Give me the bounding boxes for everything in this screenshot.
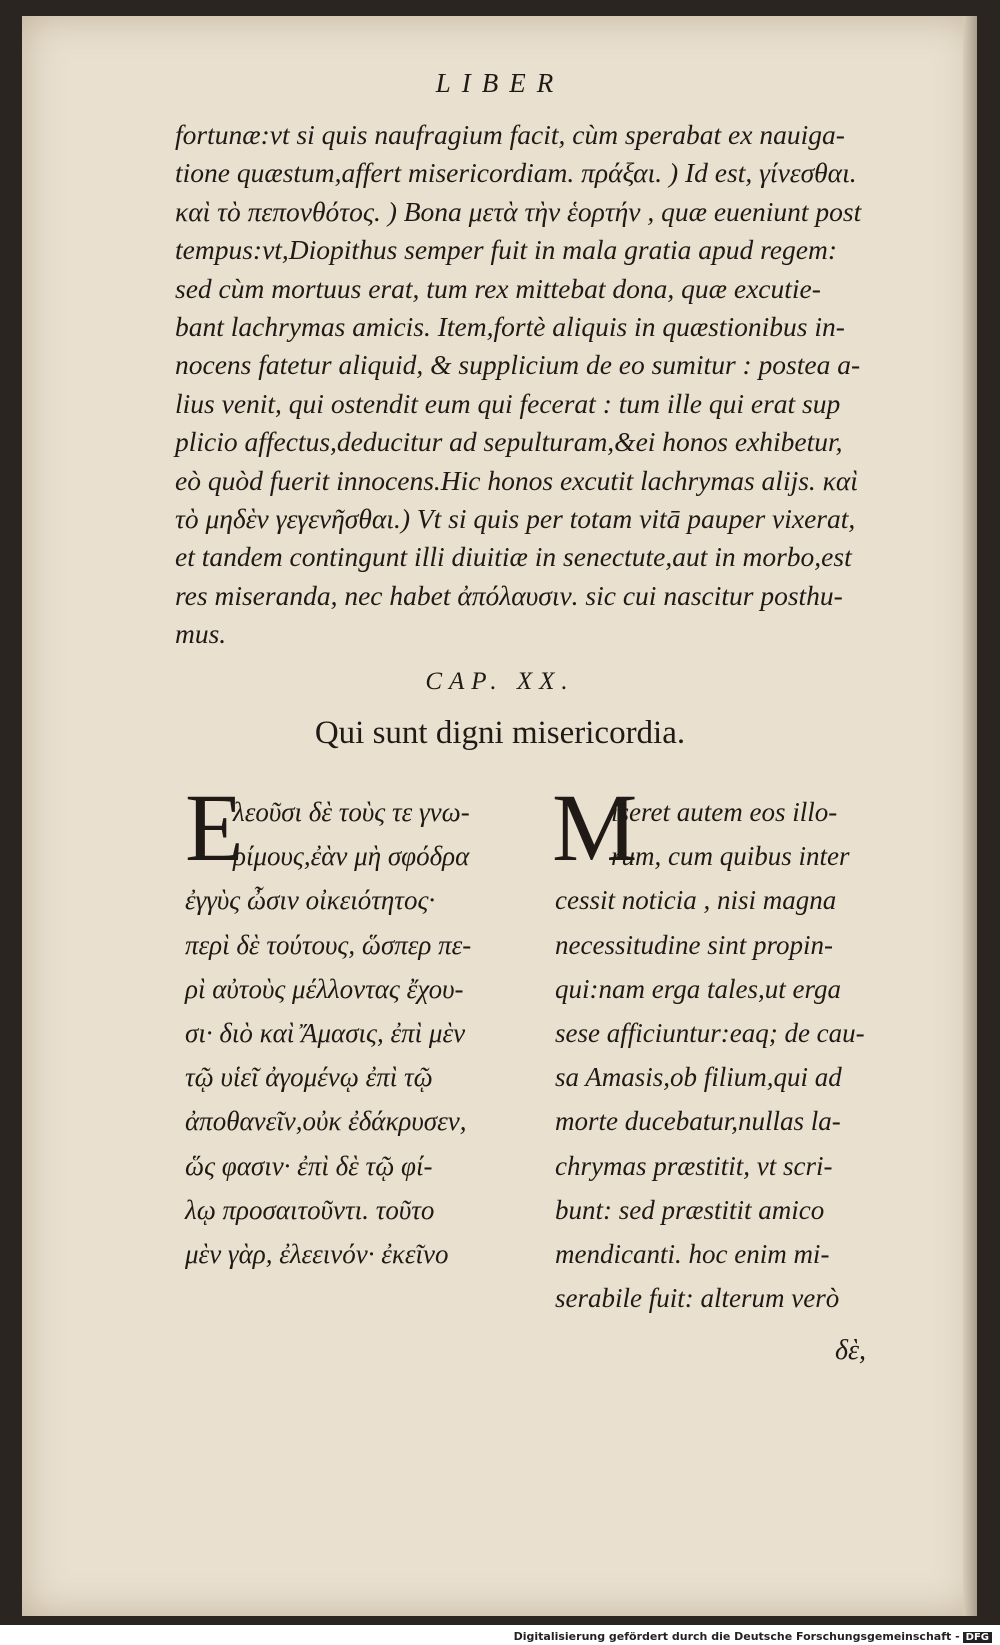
body-line: sed cùm mortuus erat, tum rex mittebat dona, quæ excutie- <box>175 272 821 304</box>
greek-column <box>185 790 550 1276</box>
body-line: lius venit, qui ostendit eum qui fecerat : tum ille qui erat sup <box>175 387 841 419</box>
latin-column <box>555 790 950 1320</box>
latin-dropcap: M <box>552 774 638 881</box>
latin-line: iseret autem eos illo- <box>611 797 838 827</box>
greek-line: σι· διὸ καὶ Ἄμασις, ἐπὶ μὲν <box>185 1018 466 1049</box>
latin-line: rum, cum quibus inter <box>611 841 850 872</box>
body-line: tempus:vt,Diopithus semper fuit in mala gratia apud regem: <box>175 234 837 266</box>
greek-line: λῳ προσαιτοῦντι. τοῦτο <box>185 1194 435 1225</box>
body-line: nocens fatetur aliquid, & supplicium de eo sumitur : postea a- <box>175 349 861 381</box>
body-line: mus. <box>175 618 227 650</box>
greek-line: ἐγγὺς ὦσιν οἰκειότητος· <box>185 885 436 916</box>
latin-line: chrymas præstitit, vt scri- <box>555 1150 833 1181</box>
latin-line: necessitudine sint propin- <box>555 929 833 960</box>
latin-line: qui:nam erga tales,ut erga <box>555 973 841 1004</box>
digitization-footer <box>514 1630 992 1643</box>
body-line: tione quæstum,affert misericordiam. πράξαι. ) Id est, γίνεσθαι. <box>175 157 857 189</box>
latin-line: morte ducebatur,nullas la- <box>555 1106 841 1137</box>
greek-line: ἀποθανεῖν,οὐκ ἐδάκρυσεν, <box>185 1106 467 1137</box>
latin-line: mendicanti. hoc enim mi- <box>555 1239 830 1270</box>
greek-line: λεοῦσι δὲ τοὺς τε γνω- <box>233 797 470 827</box>
body-text <box>175 116 940 654</box>
catchword: δὲ, <box>835 1335 867 1366</box>
greek-line: ὥς φασιν· ἐπὶ δὲ τῷ φί- <box>185 1150 433 1181</box>
page-edge <box>963 16 977 1616</box>
greek-line: ρίμους,ἐὰν μὴ σφόδρα <box>233 841 470 872</box>
latin-line: serabile fuit: alterum verò <box>555 1283 840 1314</box>
latin-line: cessit noticia , nisi magna <box>555 885 837 916</box>
chapter-title: Qui sunt digni misericordia. <box>314 715 686 751</box>
body-line: καὶ τὸ πεπονθότος. ) Bona μετὰ τὴν ἑορτήν , quæ eueniunt post <box>175 195 862 227</box>
greek-line: περὶ δὲ τούτους, ὥσπερ πε- <box>185 929 472 960</box>
latin-line: bunt: sed præstitit amico <box>555 1194 825 1225</box>
greek-line: τῷ υἱεῖ ἀγομένῳ ἐπὶ τῷ <box>185 1062 433 1093</box>
greek-line: μὲν γὰρ, ἐλεεινόν· ἐκεῖνο <box>185 1239 449 1270</box>
greek-dropcap: E <box>185 774 244 881</box>
greek-line: ρὶ αὐτοὺς μέλλοντας ἔχου- <box>185 973 464 1004</box>
dfg-logo: DFG <box>963 1632 992 1643</box>
body-line: et tandem contingunt illi diuitiæ in senectute,aut in morbo,est <box>175 541 852 573</box>
chapter-heading: CAP. XX. <box>425 668 575 695</box>
latin-line: sa Amasis,ob filium,qui ad <box>555 1062 842 1093</box>
body-line: res miseranda, nec habet ἀπόλαυσιν. sic cui nascitur posthu- <box>175 579 843 611</box>
body-line: bant lachrymas amicis. Item,fortè aliquis in quæstionibus in- <box>175 311 845 343</box>
footer-text: Digitalisierung gefördert durch die Deutsche Forschungsgemeinschaft - <box>513 1630 960 1643</box>
body-line: eò quòd fuerit innocens.Hic honos excutit lachrymas alijs. καὶ <box>175 464 858 496</box>
running-head: LIBER <box>435 68 565 98</box>
body-line: fortunæ:vt si quis naufragium facit, cùm sperabat ex nauiga- <box>175 119 845 150</box>
body-line: τὸ μηδὲν γεγενῆσθαι.) Vt si quis per totam vitā pauper vixerat, <box>175 503 856 535</box>
body-line: plicio affectus,deducitur ad sepulturam,&ei honos exhibetur, <box>175 426 843 458</box>
latin-line: sese afficiuntur:eaq; de cau- <box>555 1018 865 1049</box>
